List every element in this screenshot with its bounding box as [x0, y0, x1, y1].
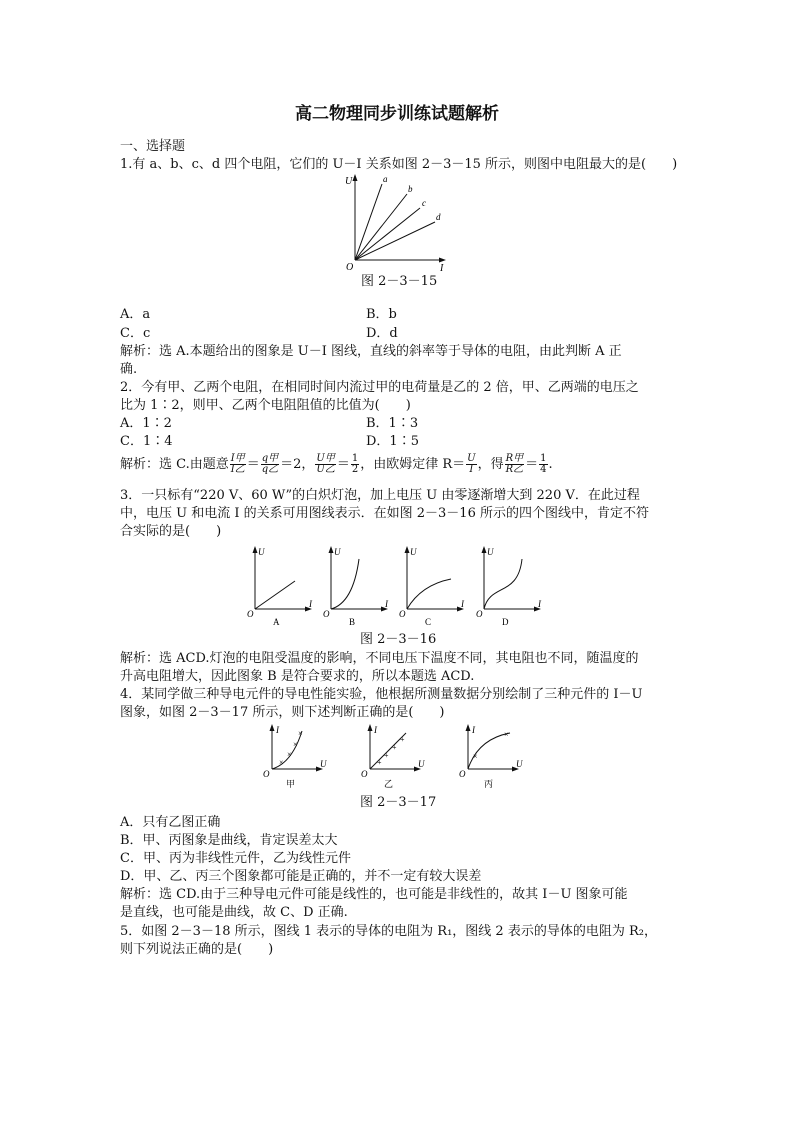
q2-stem-line1: 2．今有甲、乙两个电阻，在相同时间内流过甲的电荷量是乙的 2 倍，甲、乙两端的电压之 — [120, 380, 639, 395]
q2-option-a: A．1∶2 — [120, 416, 172, 431]
fraction-current-ratio: $\frac{\text{I甲}}{\text{I乙}}$ — [230, 453, 245, 475]
svg-text:I: I — [472, 725, 475, 735]
svg-text:I: I — [309, 599, 312, 609]
svg-text:O: O — [361, 769, 368, 779]
fig-caption-2-3-16: 图 2－3－16 — [360, 632, 437, 647]
svg-text:+: + — [377, 758, 382, 767]
svg-text:U: U — [487, 547, 494, 557]
q2-stem-line2: 比为 1∶2，则甲、乙两个电阻阻值的比值为( ) — [120, 398, 411, 413]
page-title: 高二物理同步训练试题解析 — [295, 104, 499, 124]
figure-2-3-16-d — [476, 545, 548, 627]
svg-text:×: × — [279, 758, 284, 767]
origin-label: O — [346, 262, 354, 273]
q1-option-a: A．a — [120, 307, 151, 322]
q5-stem-line2: 则下列说法正确的是( ) — [120, 942, 274, 957]
figure-2-3-16-c — [399, 545, 471, 627]
svg-text:乙: 乙 — [384, 779, 394, 789]
svg-text:O: O — [247, 609, 254, 619]
svg-text:A: A — [273, 617, 280, 627]
svg-text:+: + — [400, 735, 405, 744]
q1-analysis-line2: 确. — [120, 362, 138, 377]
figure-2-3-17-yi — [360, 723, 430, 791]
svg-text:O: O — [323, 609, 330, 619]
fraction-one-quarter: $\frac{1}{4}$ — [540, 453, 547, 475]
svg-text:O: O — [476, 609, 483, 619]
svg-text:+: + — [392, 743, 397, 752]
svg-text:甲: 甲 — [286, 779, 296, 789]
svg-text:I: I — [538, 599, 541, 609]
q2-analysis: 解析：选 C.由题意 $\frac{\text{I甲}}{\text{I乙}}$ ＝ $\frac{\text{q甲}}{\text{q乙}}$ ＝2， $\frac{\text{U甲}}{\text{U乙}}$ ＝ $\frac{1}{2}$ ，由欧姆定律 R＝ $\frac{U}{I}$ ，得 $\frac{\text{R甲}}{\text{R乙}}$ ＝ $\frac{1}{4}$ . — [120, 453, 553, 475]
section-heading: 一、选择题 — [120, 139, 186, 154]
q4-analysis-line2: 是直线，也可能是曲线，故 C、D 正确. — [120, 905, 348, 920]
fraction-ohms-law: $\frac{U}{I}$ — [467, 453, 476, 475]
line-label-b: b — [408, 184, 413, 194]
svg-text:I: I — [276, 725, 279, 735]
svg-text:×: × — [293, 740, 298, 749]
line-label-a: a — [383, 174, 388, 184]
q3-stem-line3: 合实际的是( ) — [120, 524, 222, 539]
svg-text:O: O — [399, 609, 406, 619]
q3-analysis-line1: 解析：选 ACD.灯泡的电阻受温度的影响，不同电压下温度不同，其电阻也不同，随温度的 — [120, 651, 639, 666]
q2-option-c: C．1∶4 — [120, 434, 173, 449]
figure-2-3-17-bing — [458, 723, 528, 791]
fraction-resistance-ratio: $\frac{\text{R甲}}{\text{R乙}}$ — [505, 453, 524, 475]
svg-text:I: I — [374, 725, 377, 735]
q2-option-b: B．1∶3 — [366, 416, 419, 431]
svg-text:O: O — [263, 769, 270, 779]
fraction-charge-ratio: $\frac{\text{q甲}}{\text{q乙}}$ — [261, 453, 279, 475]
svg-text:I: I — [385, 599, 388, 609]
q3-stem-line1: 3．一只标有“220 V、60 W”的白炽灯泡，加上电压 U 由零逐渐增大到 220 V．在此过程 — [120, 488, 640, 503]
q1-stem: 1.有 a、b、c、d 四个电阻，它们的 U－I 关系如图 2－3－15 所示，则图中电阻最大的是( ) — [120, 157, 678, 172]
fraction-voltage-ratio: $\frac{\text{U甲}}{\text{U乙}}$ — [316, 453, 335, 475]
q4-option-c: C．甲、丙为非线性元件，乙为线性元件 — [120, 851, 351, 866]
q4-stem-line2: 图象，如图 2－3－17 所示，则下述判断正确的是( ) — [120, 705, 445, 720]
q4-option-b: B．甲、丙图象是曲线，肯定误差太大 — [120, 833, 338, 848]
q2-analysis-prefix: 解析：选 C.由题意 — [120, 457, 229, 472]
line-label-c: c — [422, 198, 426, 208]
q3-analysis-line2: 升高电阻增大，因此图象 B 是符合要求的，所以本题选 ACD. — [120, 669, 475, 684]
q4-option-d: D．甲、乙、丙三个图象都可能是正确的，并不一定有较大误差 — [120, 869, 482, 884]
line-label-d: d — [436, 212, 441, 222]
svg-text:丙: 丙 — [484, 779, 494, 789]
q1-option-b: B．b — [366, 307, 397, 322]
svg-text:×: × — [504, 730, 509, 739]
svg-text:U: U — [320, 759, 327, 769]
fig-caption-2-3-15: 图 2－3－15 — [361, 274, 438, 289]
x-axis-label: I — [440, 263, 444, 274]
q4-stem-line1: 4．某同学做三种导电元件的导电性能实验，他根据所测量数据分别绘制了三种元件的 I－U — [120, 687, 643, 702]
q1-analysis-line1: 解析：选 A.本题给出的图象是 U－I 图线，直线的斜率等于导体的电阻，由此判断 A 正 — [120, 344, 622, 359]
q2-option-d: D．1∶5 — [366, 434, 419, 449]
svg-text:U: U — [410, 547, 417, 557]
q4-option-a: A．只有乙图正确 — [120, 815, 221, 830]
svg-text:I: I — [461, 599, 464, 609]
svg-text:D: D — [502, 617, 509, 627]
figure-2-3-17-jia — [262, 723, 332, 791]
y-axis-label: U — [345, 176, 353, 187]
svg-text:U: U — [418, 759, 425, 769]
svg-text:B: B — [349, 617, 356, 627]
q3-stem-line2: 中，电压 U 和电流 I 的关系可用图线表示．在如图 2－3－16 所示的四个图线中，肯定不符 — [120, 506, 649, 521]
q1-option-d: D．d — [366, 326, 398, 341]
q1-option-c: C．c — [120, 326, 151, 341]
fraction-one-half: $\frac{1}{2}$ — [351, 453, 359, 475]
q4-analysis-line1: 解析：选 CD.由于三种导电元件可能是线性的，也可能是非线性的，故其 I－U 图象可能 — [120, 887, 628, 902]
svg-text:C: C — [425, 617, 432, 627]
q5-stem-line1: 5．如图 2－3－18 所示，图线 1 表示的导体的电阻为 R₁，图线 2 表示的导体的电阻为 R₂， — [120, 924, 657, 939]
svg-text:U: U — [516, 759, 523, 769]
figure-2-3-15 — [340, 172, 450, 272]
svg-text:O: O — [459, 769, 466, 779]
fig-caption-2-3-17: 图 2－3－17 — [360, 795, 437, 810]
svg-text:U: U — [258, 547, 265, 557]
svg-text:×: × — [287, 750, 292, 759]
figure-2-3-16-a — [247, 545, 319, 627]
svg-text:×: × — [298, 729, 303, 738]
svg-text:U: U — [334, 547, 341, 557]
figure-2-3-16-b — [323, 545, 395, 627]
svg-text:+: + — [384, 751, 389, 760]
svg-text:×: × — [473, 752, 478, 761]
